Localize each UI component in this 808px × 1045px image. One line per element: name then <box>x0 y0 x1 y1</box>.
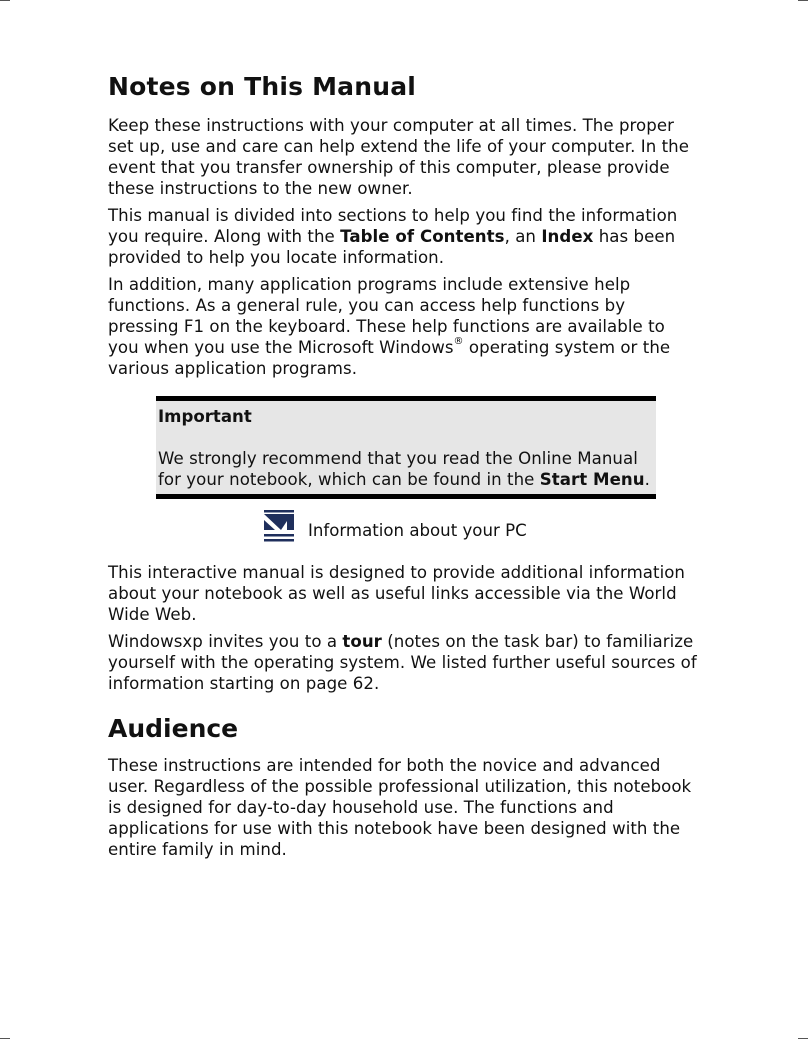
paragraph-keep-instructions: Keep these instructions with your computer at all times. The proper set up, use and care can help extend the life of your computer. In the event that you transfer ownership of this computer, please provide these instructions to the new owner. <box>108 116 689 198</box>
paragraph-interactive-manual: This interactive manual is designed to provide additional information about your notebook as well as useful links accessible via the World Wide Web. <box>108 563 686 624</box>
important-note-box <box>156 396 656 499</box>
index-term: Index <box>541 227 594 246</box>
table-of-contents-term: Table of Contents <box>340 227 505 246</box>
medion-logo-icon <box>263 510 295 542</box>
tour-term: tour <box>342 632 382 651</box>
section-heading-notes: Notes on This Manual <box>108 72 417 101</box>
paragraph-help-functions: In addition, many application programs include extensive help functions. As a general rule, you can access help functions by pressing F1 on the keyboard. These help functions are available to you when you use the Microsoft Windows® operating system or the various application programs. <box>108 275 671 378</box>
paragraph-manual-sections: This manual is divided into sections to help you find the information you require. Along with the Table of Contents, an Index has been provided to help you locate information. <box>108 206 678 267</box>
manual-page <box>108 70 700 866</box>
information-about-pc-label: Information about your PC <box>308 520 527 540</box>
crop-mark <box>0 1038 10 1039</box>
start-menu-term: Start Menu <box>539 470 645 489</box>
registered-mark: ® <box>453 336 464 348</box>
information-about-pc-link[interactable] <box>263 508 700 544</box>
crop-mark <box>798 1038 808 1039</box>
important-note-text: We strongly recommend that you read the Online Manual for your notebook, which can be found in the Start Menu. <box>158 449 650 489</box>
important-note-title: Important <box>158 407 252 426</box>
crop-mark <box>798 0 808 1</box>
crop-mark <box>0 0 10 1</box>
paragraph-audience: These instructions are intended for both the novice and advanced user. Regardless of the possible professional utilization, this notebook is designed for day-to-day household use. The functions and applications for use with this notebook have been designed with the entire family in mind. <box>108 756 692 859</box>
paragraph-windows-tour: Windowsxp invites you to a tour (notes on the task bar) to familiarize yourself with the operating system. We listed further useful sources of information starting on page 62. <box>108 632 697 693</box>
section-heading-audience: Audience <box>108 714 239 743</box>
